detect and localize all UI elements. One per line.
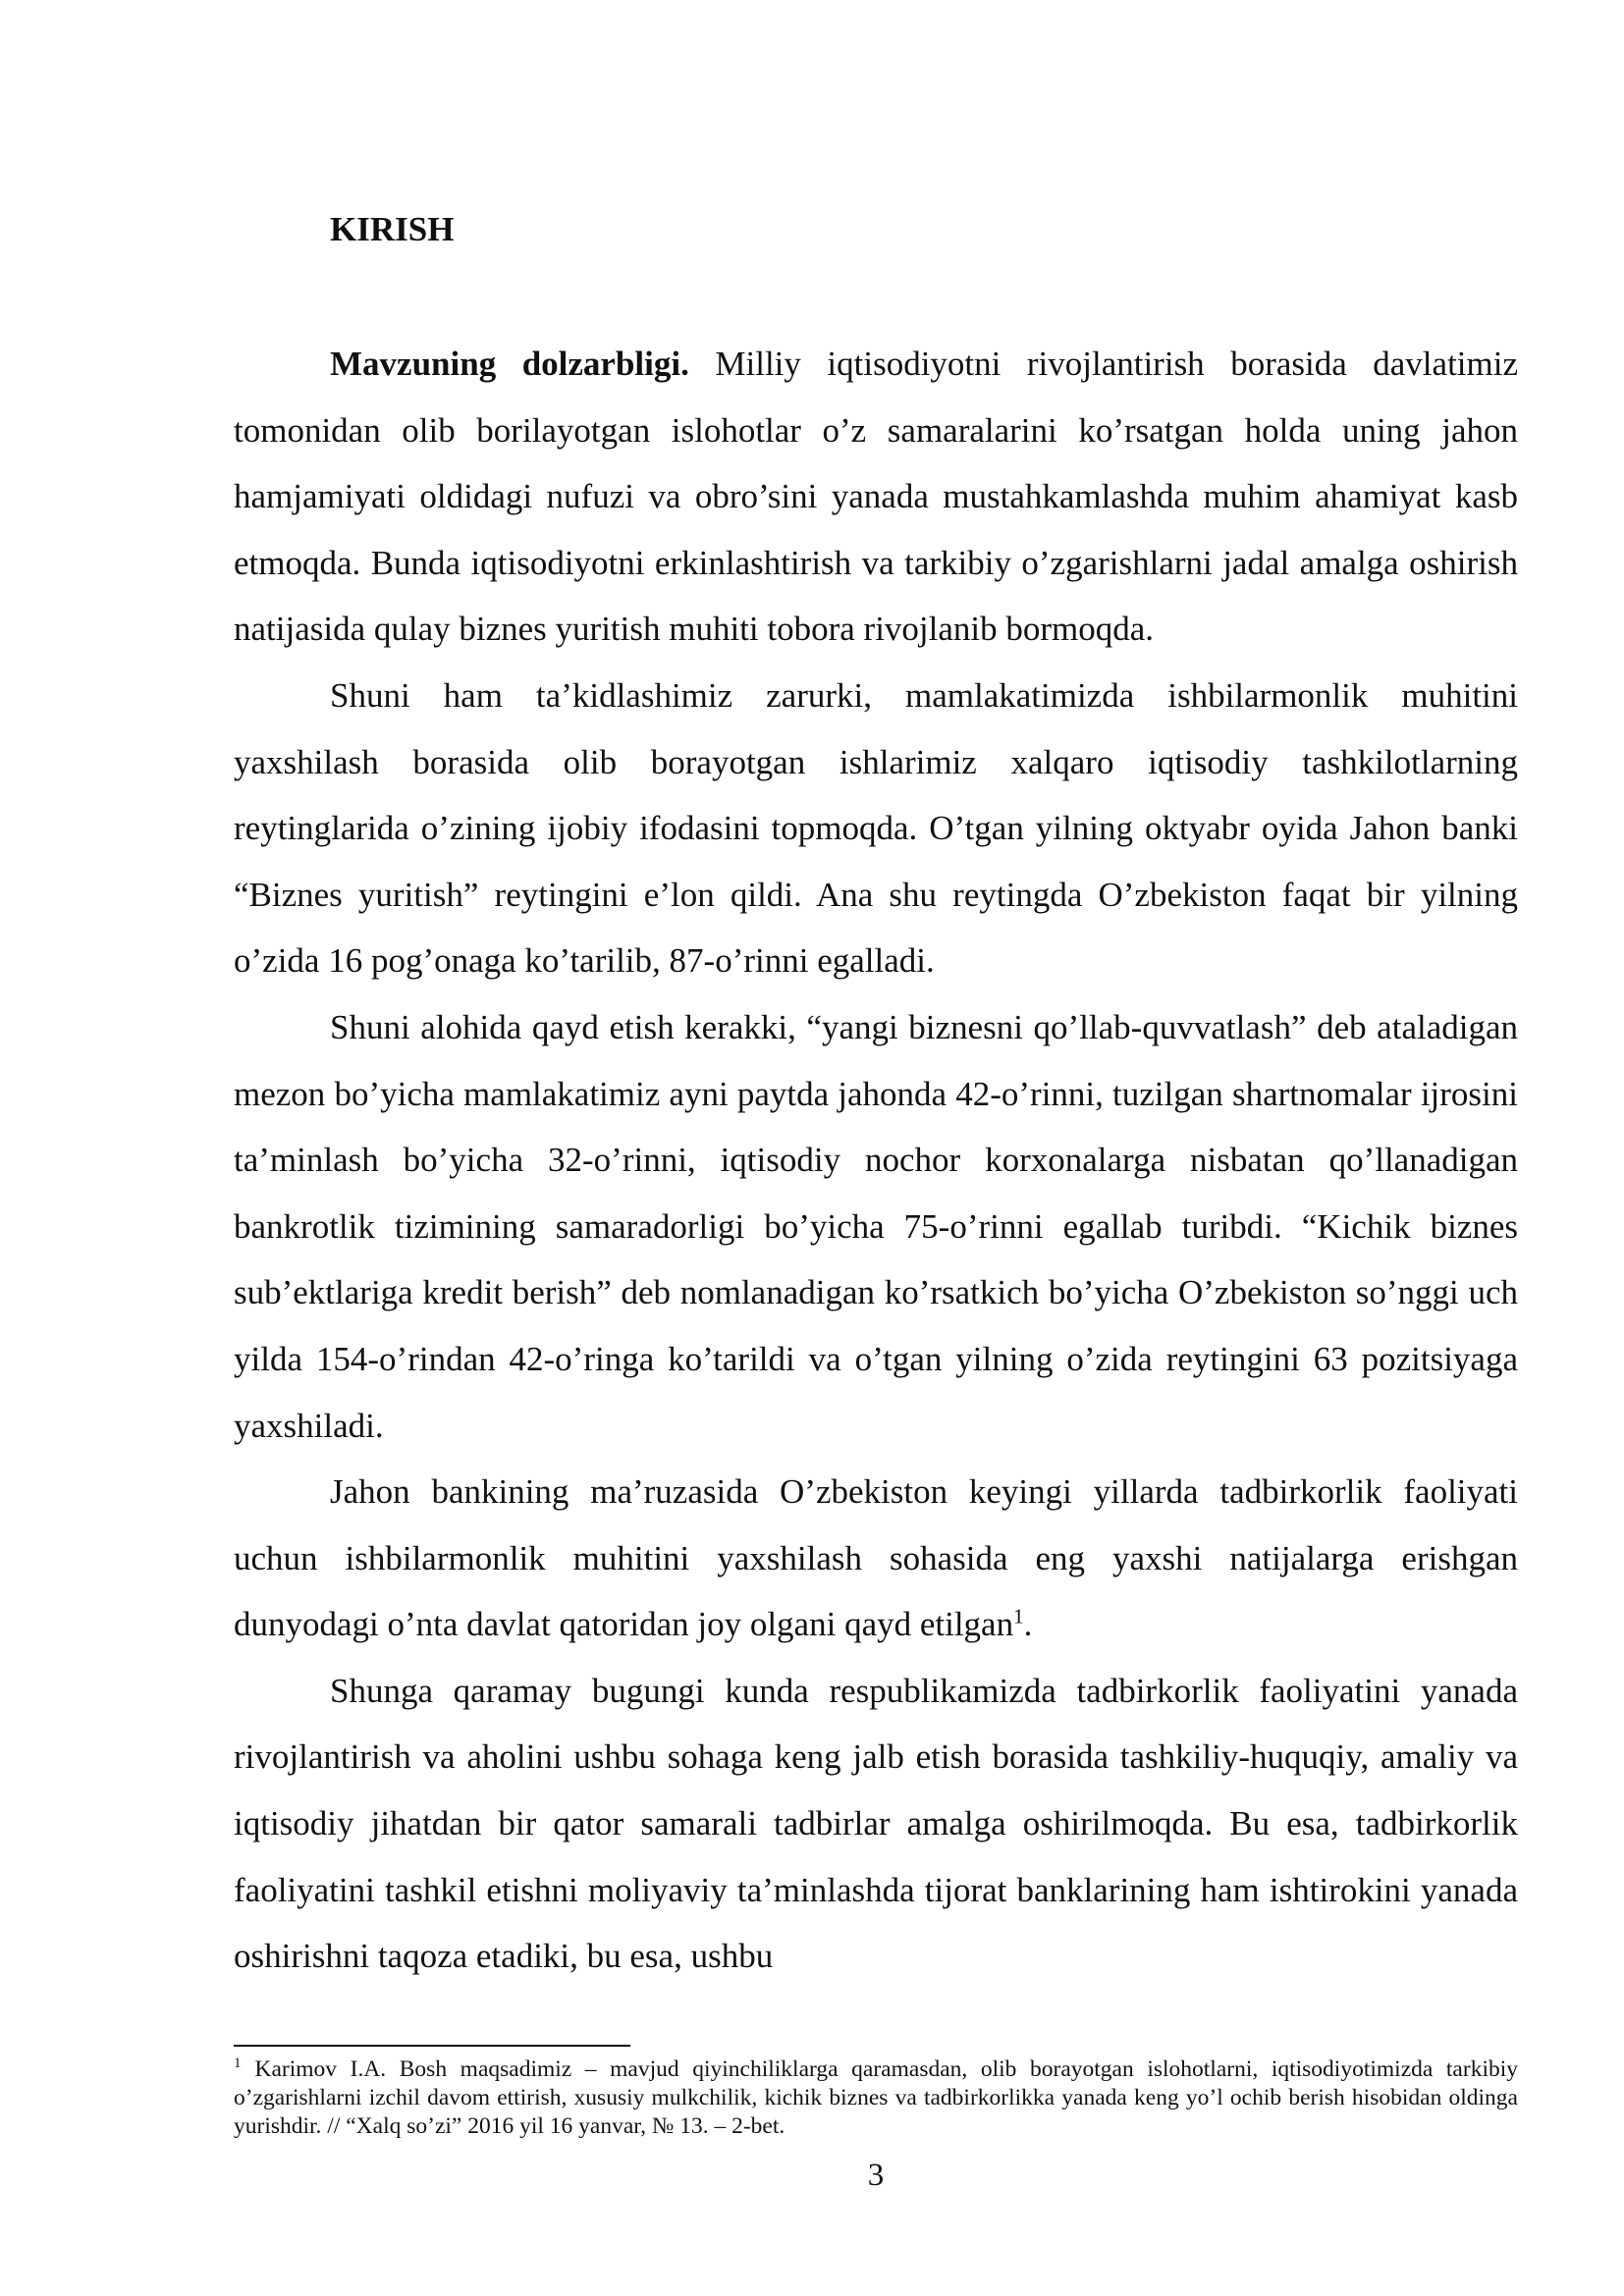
paragraph: Shunga qaramay bugungi kunda respublikamizda tadbirkorlik faoliyatini yanada rivojlantirish va aholini ushbu sohaga keng jalb etish borasida tashkiliy-huquqiy, amaliy va iqtisodiy jihatdan bir qator samarali tadbirlar amalga oshirilmoqda. Bu esa, tadbirkorlik faoliyatini tashkil etishni moliyaviy ta’minlashda tijorat banklarining ham ishtirokini yanada oshirishni taqoza etadiki, bu esa, ushbu: [234, 1671, 1518, 1976]
paragraph-text: Jahon bankining ma’ruzasida O’zbekiston keyingi yillarda tadbirkorlik faoliyati uchun ishbilarmonlik muhitini yaxshilash sohasida eng yaxshi natijalarga erishgan dunyodagi o’nta davlat qatoridan joy olgani qayd etilgan: [234, 1472, 1518, 1644]
paragraph: Shuni alohida qayd etish kerakki, “yangi biznesni qo’llab-quvvatlash” deb ataladigan mezon bo’yicha mamlakatimiz ayni paytda jahonda 42-o’rinni, tuzilgan shartnomalar ijrosini ta’minlash bo’yicha 32-o’rinni, iqtisodiy nochor korxonalarga nisbatan qo’llanadigan bankrotlik tizimining samaradorligi bo’yicha 75-o’rinni egallab turibdi. “Kichik biznes sub’ektlariga kredit berish” deb nomlanadigan ko’rsatkich bo’yicha O’zbekiston so’nggi uch yilda 154-o’rindan 42-o’ringa ko’tarildi va o’tgan yilning o’zida reytingini 63 pozitsiyaga yaxshiladi.: [234, 1007, 1518, 1445]
page-number: 3: [867, 2158, 885, 2193]
paragraph: Shuni ham ta’kidlashimiz zarurki, mamlakatimizda ishbilarmonlik muhitini yaxshilash borasida olib borayotgan ishlarimiz xalqaro iqtisodiy tashkilotlarning reytinglarida o’zining ijobiy ifodasini topmoqda. O’tgan yilning oktyabr oyida Jahon banki “Biznes yuritish” reytingini e’lon qildi. Ana shu reytingda O’zbekiston faqat bir yilning o’zida 16 pog’onaga ko’tarilib, 87-o’rinni egalladi.: [234, 675, 1518, 981]
paragraph-tail: .: [1023, 1605, 1033, 1644]
paragraph-text: Milliy iqtisodiyotni rivojlantirish borasida davlatimiz tomonidan olib borilayotgan islohotlar o’z samaralarini ko’rsatgan holda uning jahon hamjamiyati oldidagi nufuzi va obro’sini yanada mustahkamlashda muhim ahamiyat kasb etmoqda. Bunda iqtisodiyotni erkinlashtirish va tarkibiy o’zgarishlarni jadal amalga oshirish natijasida qulay biznes yuritish muhiti tobora rivojlanib bormoqda.: [234, 345, 1518, 649]
footnote-mark: 1: [234, 2056, 242, 2072]
document-page: [234, 0, 1518, 2296]
section-heading: KIRISH: [330, 210, 455, 248]
footnote-text: Karimov I.A. Bosh maqsadimiz – mavjud qiyinchiliklarga qaramasdan, olib borayotgan islohotlarni, iqtisodiyotimizda tarkibiy o’zgarishlarni izchil davom ettirish, xususiy mulkchilik, kichik biznes va tadbirkorlikka yanada keng yo’l ochib berish hisobidan oldinga yurishdir. // “Xalq so’zi” 2016 yil 16 yanvar, № 13. – 2-bet.: [234, 2056, 1518, 2139]
footnote-reference[interactable]: 1: [1013, 1604, 1024, 1629]
body-text: [234, 331, 1518, 1990]
footnote-separator: [234, 2045, 630, 2047]
paragraph-with-footnote: [234, 1459, 1518, 1658]
paragraph-lead: Mavzuning dolzarbligi.: [330, 345, 689, 383]
paragraph-relevance: [234, 331, 1518, 663]
footnote: [234, 2056, 1518, 2141]
